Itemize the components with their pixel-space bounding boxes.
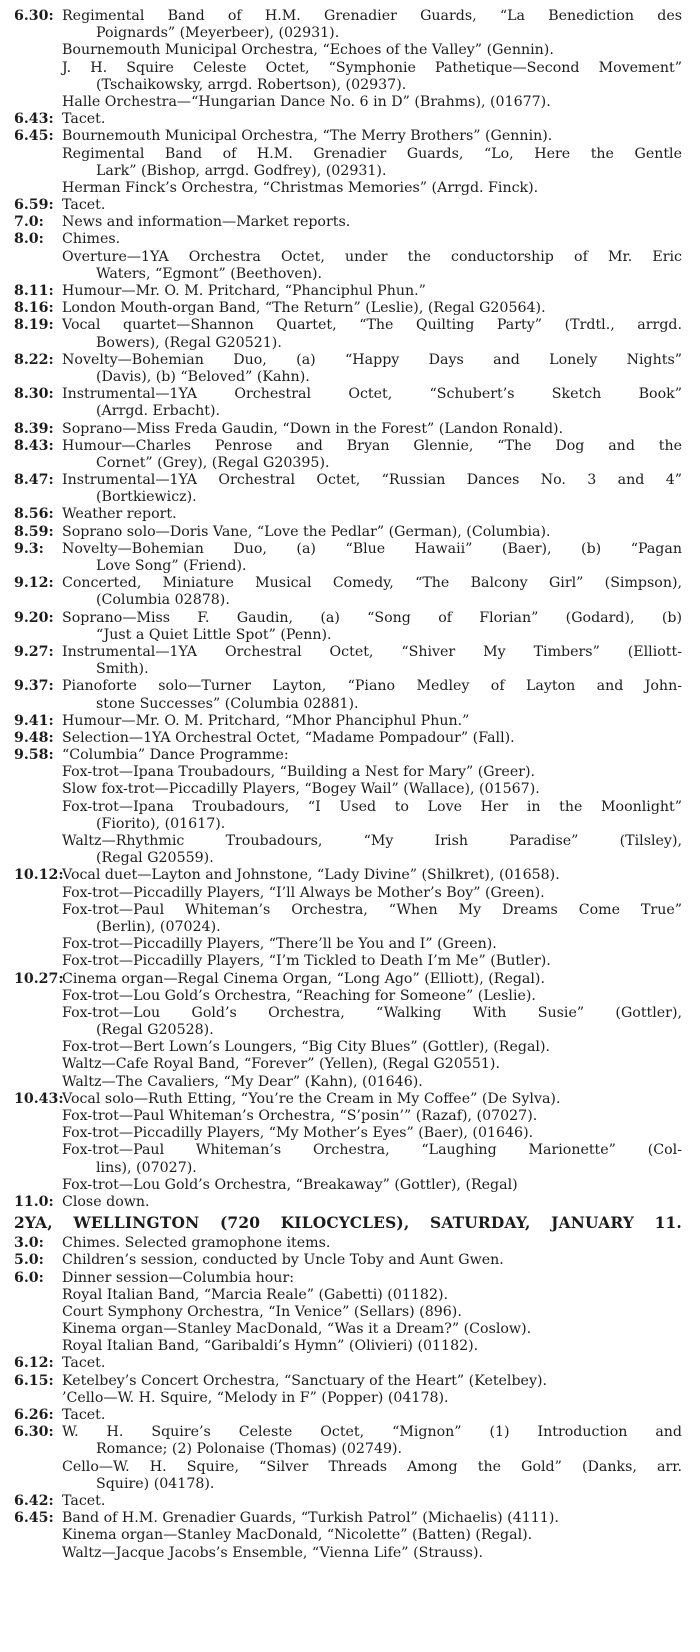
entry-text: Fox-trot—Piccadilly Players, “I’m Tickled to Death I’m Me” (Butler). (62, 953, 551, 970)
programme-entry (0, 300, 700, 317)
entry-text: Soprano solo—Doris Vane, “Love the Pedlar” (German), (Columbia). (62, 523, 551, 540)
programme-entry (0, 953, 700, 970)
programme-entry (0, 231, 700, 248)
continuation-text: (Arrgd. Erbacht). (96, 403, 221, 420)
entry-time: 8.39: (14, 420, 54, 437)
top-margin (0, 0, 700, 8)
programme-entry (0, 1304, 700, 1321)
programme-entry (0, 506, 700, 523)
entry-time: 9.48: (14, 729, 54, 746)
entry-text: Instrumental—1YA Orchestral Octet, “Schubert’s Sketch Book” (62, 386, 682, 403)
entry-text: Novelty—Bohemian Duo, (a) “Blue Hawaii” (Baer), (b) “Pagan (62, 540, 682, 557)
entry-time: 8.16: (14, 300, 54, 317)
entry-text: Court Symphony Orchestra, “In Venice” (Sellars) (896). (62, 1303, 462, 1320)
programme-entry (0, 197, 700, 214)
continuation-text: Lark” (Bishop, arrgd. Godfrey), (02931). (96, 162, 387, 179)
programme-entry (0, 1459, 700, 1476)
programme-entry (0, 1091, 700, 1108)
continuation-text: Poignards” (Meyerbeer), (02931). (96, 25, 340, 42)
entry-continuation (0, 1476, 700, 1493)
entry-continuation (0, 1160, 700, 1177)
entry-text: News and information—Market reports. (62, 214, 351, 231)
entry-text: Fox-trot—Paul Whiteman’s Orchestra, “When My Dreams Come True” (62, 901, 682, 918)
entry-text: Weather report. (62, 506, 177, 523)
entry-continuation (0, 558, 700, 575)
continuation-text: (Fiorito), (01617). (96, 815, 226, 832)
entry-text: Fox-trot—Lou Gold’s Orchestra, “Walking With Susie” (Gottler), (62, 1004, 682, 1021)
entry-time: 6.30: (14, 1424, 54, 1441)
entry-time: 6.45: (14, 1510, 54, 1527)
programme-entry (0, 1108, 700, 1125)
entry-text: Concerted, Miniature Musical Comedy, “The Balcony Girl” (Simpson), (62, 575, 682, 592)
programme-entry (0, 472, 700, 489)
programme-list-1ya (0, 8, 700, 1211)
entry-text: Band of H.M. Grenadier Guards, “Turkish Patrol” (Michaelis) (4111). (62, 1510, 559, 1527)
entry-text: Regimental Band of H.M. Grenadier Guards, “La Benediction des (62, 8, 682, 24)
station-header-text: 2YA, WELLINGTON (720 KILOCYCLES), SATURDAY, JANUARY 11. (14, 1214, 682, 1233)
programme-entry (0, 781, 700, 798)
entry-text: Tacet. (62, 1492, 106, 1509)
entry-text: Cello—W. H. Squire, “Silver Threads Among the Gold” (Danks, arr. (62, 1458, 682, 1475)
entry-text: London Mouth-organ Band, “The Return” (Leslie), (Regal G20564). (62, 300, 546, 317)
programme-entry (0, 283, 700, 300)
entry-text: Fox-trot—Paul Whiteman’s Orchestra, “S’posin’” (Razaf), (07027). (62, 1108, 538, 1124)
entry-time: 6.45: (14, 128, 54, 145)
entry-time: 6.15: (14, 1372, 54, 1389)
entry-text: Vocal quartet—Shannon Quartet, “The Quilting Party” (Trdtl., arrgd. (62, 317, 682, 334)
programme-entry (0, 1373, 700, 1390)
programme-entry (0, 1142, 700, 1159)
programme-entry (0, 1194, 700, 1211)
entry-text: Soprano—Miss F. Gaudin, (a) “Song of Florian” (Godard), (b) (62, 609, 682, 626)
programme-list-2ya (0, 1235, 700, 1562)
entry-time: 9.3: (14, 540, 44, 557)
entry-continuation (0, 403, 700, 420)
continuation-text: lins), (07027). (96, 1159, 197, 1176)
programme-entry (0, 249, 700, 266)
entry-time: 9.58: (14, 747, 54, 764)
entry-text: Kinema organ—Stanley MacDonald, “Nicolette” (Batten) (Regal). (62, 1527, 533, 1544)
entry-continuation (0, 816, 700, 833)
entry-continuation (0, 77, 700, 94)
entry-text: Slow fox-trot—Piccadilly Players, “Bogey Wail” (Wallace), (01567). (62, 781, 540, 798)
programme-entry (0, 1056, 700, 1073)
entry-continuation (0, 335, 700, 352)
entry-continuation (0, 1022, 700, 1039)
entry-time: 8.19: (14, 317, 54, 334)
entry-text: Fox-trot—Ipana Troubadours, “Building a Nest for Mary” (Greer). (62, 764, 536, 781)
entry-continuation (0, 455, 700, 472)
entry-text: Fox-trot—Ipana Troubadours, “I Used to Love Her in the Moonlight” (62, 798, 682, 815)
entry-text: Bournemouth Municipal Orchestra, “The Merry Brothers” (Gennin). (62, 128, 553, 145)
entry-text: Overture—1YA Orchestra Octet, under the conductorship of Mr. Eric (62, 248, 682, 265)
continuation-text: Smith). (96, 661, 149, 678)
entry-time: 6.59: (14, 197, 54, 214)
entry-text: Humour—Charles Penrose and Bryan Glennie, “The Dog and the (62, 437, 682, 454)
entry-time: 6.43: (14, 111, 54, 128)
programme-entry (0, 214, 700, 231)
entry-continuation (0, 919, 700, 936)
entry-continuation (0, 25, 700, 42)
entry-text: Waltz—The Cavaliers, “My Dear” (Kahn), (01646). (62, 1073, 423, 1090)
entry-text: Fox-trot—Lou Gold’s Orchestra, “Breakaway” (Gottler), (Regal) (62, 1176, 518, 1193)
entry-text: Waltz—Jacque Jacobs’s Ensemble, “Vienna Life” (Strauss). (62, 1544, 484, 1561)
entry-text: Humour—Mr. O. M. Pritchard, “Mhor Phanciphul Phun.” (62, 712, 470, 729)
entry-continuation (0, 369, 700, 386)
programme-entry (0, 1407, 700, 1424)
entry-text: Halle Orchestra—“Hungarian Dance No. 6 in D” (Brahms), (01677). (62, 93, 551, 110)
programme-entry (0, 971, 700, 988)
programme-entry (0, 730, 700, 747)
continuation-text: “Just a Quiet Little Spot” (Penn). (96, 626, 332, 643)
programme-entry (0, 111, 700, 128)
continuation-text: Waters, “Egmont” (Beethoven). (96, 265, 323, 282)
programme-entry (0, 644, 700, 661)
entry-text: “Columbia” Dance Programme: (62, 747, 289, 764)
continuation-text: Love Song” (Friend). (96, 558, 247, 574)
entry-time: 9.12: (14, 575, 54, 592)
programme-entry (0, 988, 700, 1005)
entry-text: Soprano—Miss Freda Gaudin, “Down in the Forest” (Landon Ronald). (62, 420, 564, 437)
entry-continuation (0, 1441, 700, 1458)
entry-time: 6.26: (14, 1407, 54, 1423)
programme-entry (0, 541, 700, 558)
entry-text: Selection—1YA Orchestral Octet, “Madame Pompadour” (Fall). (62, 729, 515, 746)
programme-entry (0, 421, 700, 438)
entry-text: Fox-trot—Lou Gold’s Orchestra, “Reaching for Someone” (Leslie). (62, 987, 536, 1004)
entry-text: Instrumental—1YA Orchestral Octet, “Russian Dances No. 3 and 4” (62, 472, 682, 489)
entry-text: Tacet. (62, 1407, 106, 1423)
programme-entry (0, 1355, 700, 1372)
entry-time: 6.30: (14, 8, 54, 24)
entry-continuation (0, 696, 700, 713)
entry-time: 8.59: (14, 523, 54, 540)
entry-continuation (0, 850, 700, 867)
entry-time: 8.43: (14, 437, 54, 454)
entry-continuation (0, 266, 700, 283)
entry-text: Humour—Mr. O. M. Pritchard, “Phanciphul Phun.” (62, 283, 426, 299)
programme-entry (0, 1510, 700, 1527)
entry-text: Waltz—Cafe Royal Band, “Forever” (Yellen), (Regal G20551). (62, 1056, 500, 1073)
continuation-text: Bowers), (Regal G20521). (96, 334, 282, 351)
programme-entry (0, 1545, 700, 1562)
continuation-text: (Regal G20528). (96, 1022, 214, 1039)
programme-entry (0, 936, 700, 953)
entry-time: 5.0: (14, 1252, 44, 1269)
entry-text: Cinema organ—Regal Cinema Organ, “Long Ago” (Elliott), (Regal). (62, 970, 545, 987)
entry-text: Ketelbey’s Concert Orchestra, “Sanctuary of the Heart” (Ketelbey). (62, 1372, 548, 1389)
entry-time: 8.22: (14, 351, 54, 368)
programme-entry (0, 1321, 700, 1338)
entry-text: Fox-trot—Piccadilly Players, “I’ll Always be Mother’s Boy” (Green). (62, 884, 545, 901)
entry-time: 7.0: (14, 214, 44, 231)
entry-time: 3.0: (14, 1235, 44, 1252)
programme-entry (0, 575, 700, 592)
programme-entry (0, 1493, 700, 1510)
programme-entry (0, 352, 700, 369)
programme-entry (0, 524, 700, 541)
programme-entry (0, 1390, 700, 1407)
entry-continuation (0, 592, 700, 609)
entry-text: Children’s session, conducted by Uncle Toby and Aunt Gwen. (62, 1252, 504, 1269)
entry-text: Tacet. (62, 111, 106, 128)
entry-text: J. H. Squire Celeste Octet, “Symphonie Pathetique—Second Movement” (62, 59, 682, 76)
entry-time: 9.20: (14, 609, 54, 626)
entry-text: Vocal solo—Ruth Etting, “You’re the Cream in My Coffee” (De Sylva). (62, 1090, 561, 1107)
entry-time: 8.47: (14, 472, 54, 489)
entry-time: 11.0: (14, 1193, 54, 1210)
entry-time: 8.30: (14, 386, 54, 403)
entry-text: Tacet. (62, 197, 106, 214)
continuation-text: (Berlin), (07024). (96, 918, 221, 935)
continuation-text: (Columbia 02878). (96, 592, 230, 609)
entry-continuation (0, 489, 700, 506)
entry-text: Close down. (62, 1193, 150, 1210)
continuation-text: Squire) (04178). (96, 1475, 215, 1492)
entry-text: ’Cello—W. H. Squire, “Melody in F” (Popper) (04178). (62, 1389, 449, 1406)
entry-time: 8.11: (14, 283, 54, 299)
continuation-text: Cornet” (Grey), (Regal G20395). (96, 454, 330, 471)
continuation-text: (Bortkiewicz). (96, 489, 197, 506)
entry-text: Instrumental—1YA Orchestral Octet, “Shiver My Timbers” (Elliott- (62, 643, 682, 660)
entry-text: Fox-trot—Bert Lown’s Loungers, “Big City Blues” (Gottler), (Regal). (62, 1039, 551, 1056)
programme-entry (0, 1270, 700, 1287)
programme-entry (0, 747, 700, 764)
programme-entry (0, 60, 700, 77)
programme-entry (0, 1039, 700, 1056)
entry-time: 6.12: (14, 1355, 54, 1372)
entry-continuation (0, 661, 700, 678)
entry-text: Kinema organ—Stanley MacDonald, “Was it a Dream?” (Coslow). (62, 1321, 532, 1338)
entry-time: 10.12: (14, 867, 64, 884)
programme-entry (0, 1125, 700, 1142)
programme-entry (0, 317, 700, 334)
continuation-text: (Tschaikowsky, arrgd. Robertson), (02937). (96, 76, 407, 93)
entry-text: Tacet. (62, 1355, 106, 1372)
programme-entry (0, 146, 700, 163)
entry-text: Bournemouth Municipal Orchestra, “Echoes of the Valley” (Gennin). (62, 42, 554, 59)
programme-entry (0, 867, 700, 884)
entry-continuation (0, 163, 700, 180)
entry-text: Fox-trot—Piccadilly Players, “There’ll be You and I” (Green). (62, 936, 497, 953)
entry-text: Waltz—Rhythmic Troubadours, “My Irish Paradise” (Tilsley), (62, 833, 682, 849)
continuation-text: Romance; (2) Polonaise (Thomas) (02749). (96, 1441, 403, 1458)
entry-text: Pianoforte solo—Turner Layton, “Piano Medley of Layton and John- (62, 678, 682, 695)
programme-entry (0, 610, 700, 627)
programme-entry (0, 1235, 700, 1252)
entry-time: 10.43: (14, 1090, 64, 1107)
programme-entry (0, 713, 700, 730)
entry-text: W. H. Squire’s Celeste Octet, “Mignon” (1) Introduction and (62, 1424, 682, 1441)
entry-text: Royal Italian Band, “Marcia Reale” (Gabetti) (01182). (62, 1286, 449, 1303)
programme-entry (0, 8, 700, 25)
programme-entry (0, 438, 700, 455)
programme-entry (0, 42, 700, 59)
programme-entry (0, 1424, 700, 1441)
continuation-text: (Davis), (b) “Beloved” (Kahn). (96, 368, 310, 385)
programme-entry (0, 1527, 700, 1544)
entry-text: Fox-trot—Piccadilly Players, “My Mother’s Eyes” (Baer), (01646). (62, 1125, 534, 1142)
programme-entry (0, 128, 700, 145)
entry-time: 8.0: (14, 231, 44, 248)
entry-text: Novelty—Bohemian Duo, (a) “Happy Days and Lonely Nights” (62, 351, 682, 368)
entry-text: Royal Italian Band, “Garibaldi’s Hymn” (Olivieri) (01182). (62, 1338, 479, 1355)
programme-entry (0, 764, 700, 781)
entry-text: Chimes. (62, 231, 121, 248)
programme-entry (0, 678, 700, 695)
programme-entry (0, 1338, 700, 1355)
entry-text: Fox-trot—Paul Whiteman’s Orchestra, “Laughing Marionette” (Col- (62, 1142, 682, 1159)
programme-entry (0, 833, 700, 850)
programme-entry (0, 386, 700, 403)
entry-text: Dinner session—Columbia hour: (62, 1269, 295, 1286)
programme-entry (0, 902, 700, 919)
continuation-text: (Regal G20559). (96, 850, 214, 867)
programme-entry (0, 180, 700, 197)
programme-entry (0, 94, 700, 111)
programme-entry (0, 1074, 700, 1091)
programme-entry (0, 799, 700, 816)
entry-time: 9.41: (14, 712, 54, 729)
continuation-text: stone Successes” (Columbia 02881). (96, 695, 359, 712)
programme-entry (0, 1287, 700, 1304)
programme-entry (0, 1005, 700, 1022)
entry-text: Chimes. Selected gramophone items. (62, 1235, 331, 1252)
entry-time: 9.27: (14, 643, 54, 660)
entry-text: Regimental Band of H.M. Grenadier Guards, “Lo, Here the Gentle (62, 145, 682, 162)
entry-time: 9.37: (14, 678, 54, 695)
programme-entry (0, 1252, 700, 1269)
entry-time: 8.56: (14, 506, 54, 523)
station-header (0, 1211, 700, 1235)
programme-entry (0, 1177, 700, 1194)
programme-entry (0, 885, 700, 902)
entry-time: 6.42: (14, 1492, 54, 1509)
entry-continuation (0, 627, 700, 644)
entry-time: 10.27: (14, 970, 64, 987)
entry-text: Herman Finck’s Orchestra, “Christmas Memories” (Arrgd. Finck). (62, 179, 539, 196)
entry-text: Vocal duet—Layton and Johnstone, “Lady Divine” (Shilkret), (01658). (62, 867, 560, 884)
entry-time: 6.0: (14, 1269, 44, 1286)
